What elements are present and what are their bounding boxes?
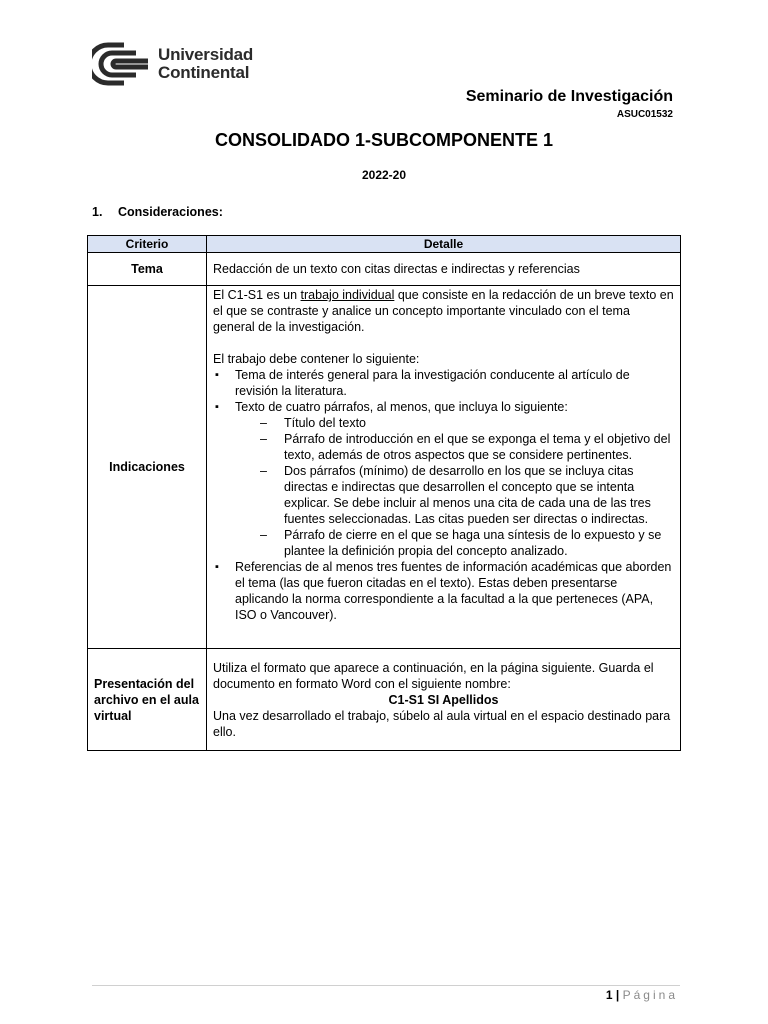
intro-text-start: El C1-S1 es un (213, 288, 301, 302)
criterion-presentacion: Presentación del archivo en el aula virtual (88, 649, 207, 751)
must-contain-text: El trabajo debe contener lo siguiente: (213, 352, 420, 366)
table-row-indicaciones (88, 286, 681, 649)
table-header-row (88, 236, 681, 253)
requirements-list (213, 367, 674, 415)
footer-divider (92, 985, 680, 986)
page-footer (606, 988, 678, 1002)
table-row-tema (88, 253, 681, 286)
criterion-tema: Tema (88, 253, 207, 286)
table-row-presentacion (88, 649, 681, 751)
references-list (213, 559, 674, 623)
section-title: Consideraciones: (118, 205, 223, 219)
section-number: 1. (92, 205, 103, 219)
course-code: ASUC01532 (616, 109, 673, 120)
sub-list-item: – Título del texto (213, 415, 674, 431)
page-label: Página (622, 988, 678, 1002)
document-title: CONSOLIDADO 1-SUBCOMPONENTE 1 (214, 130, 554, 150)
text-structure-list (213, 415, 674, 559)
header-criterio: Criterio (88, 236, 207, 253)
file-name-format: C1-S1 SI Apellidos (388, 692, 499, 707)
list-item: ▪ Referencias de al menos tres fuentes de información académicas que aborden el tema (las que fueron citadas en el texto). Estas deben presentarse aplicando la norma correspondiente a la facultad a la que perteneces (APA, ISO o Vancouver). (213, 559, 674, 623)
criteria-table (87, 235, 681, 751)
intro-text-end: que consiste en la redacción de un breve texto en el que se contraste y analice un concepto importante vinculado con el tema general de la investigación. (213, 288, 674, 334)
list-item: ▪ Tema de interés general para la investigación conducente al artículo de revisión la literatura. (213, 367, 674, 399)
academic-period: 2022-20 (361, 168, 407, 182)
intro-paragraph (213, 287, 674, 335)
upload-instructions: Una vez desarrollado el trabajo, súbelo al aula virtual en el espacio destinado para ello. (213, 708, 671, 739)
university-name-line1: Universidad (158, 45, 254, 64)
sub-list-item: – Dos párrafos (mínimo) de desarrollo en los que se incluya citas directas e indirectas que desarrollen el concepto que se intenta explicar. Se debe incluir al menos una cita de cada una de las tres fuentes seleccionadas. Las citas pueden ser directas o indirectas. (213, 463, 674, 527)
university-logo (92, 42, 253, 86)
university-name-line2: Continental (158, 63, 250, 82)
university-emblem-icon (92, 42, 150, 86)
detail-presentacion (207, 649, 681, 751)
page-number: 1 (605, 988, 613, 1002)
criterion-indicaciones: Indicaciones (88, 286, 207, 649)
section-heading (92, 205, 223, 219)
header-detalle: Detalle (207, 236, 681, 253)
footer-separator: | (615, 988, 620, 1002)
detail-indicaciones (207, 286, 681, 649)
intro-underlined: trabajo individual (300, 288, 395, 302)
format-instructions: Utiliza el formato que aparece a continuación, en la página siguiente. Guarda el documento en formato Word con el siguiente nombre: (213, 660, 654, 691)
sub-list-item: – Párrafo de introducción en el que se exponga el tema y el objetivo del texto, además de otros aspectos que se considere pertinentes. (213, 431, 674, 463)
university-name (158, 46, 253, 82)
sub-list-item: – Párrafo de cierre en el que se haga una síntesis de lo expuesto y se plantee la definición propia del concepto analizado. (213, 527, 674, 559)
detail-tema: Redacción de un texto con citas directas e indirectas y referencias (207, 253, 681, 286)
course-header (466, 88, 673, 120)
course-name: Seminario de Investigación (465, 88, 673, 105)
list-item: ▪ Texto de cuatro párrafos, al menos, que incluya lo siguiente: (213, 399, 674, 415)
